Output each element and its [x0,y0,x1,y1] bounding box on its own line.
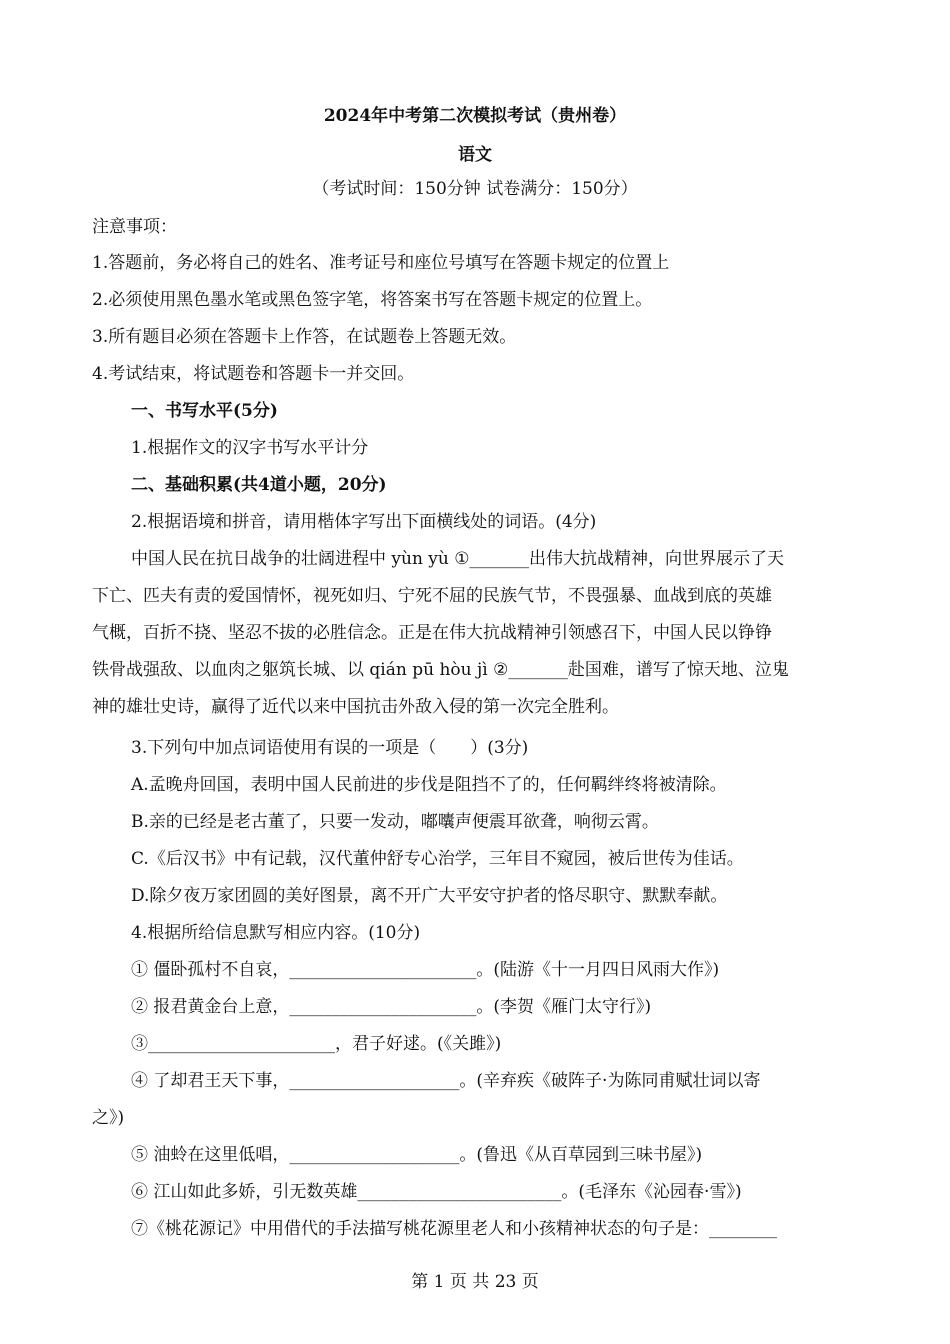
question-1: 1.根据作文的汉字书写水平计分 [131,438,369,458]
q4-item: ③______________________，君子好逑。(《关雎》) [131,1034,502,1054]
notice-heading: 注意事项： [92,217,177,237]
q4-item: ④ 了却君王天下事，____________________。(辛弃疾《破阵子·为陈同甫赋壮词以寄 [131,1071,761,1091]
notice-item: 3.所有题目必须在答题卡上作答，在试题卷上答题无效。 [92,327,517,347]
q4-item-continuation: 之》) [92,1108,125,1128]
section2-heading: 二、基础积累(共4道小题，20分) [131,475,387,495]
exam-info: （考试时间：150分钟 试卷满分：150分） [312,179,638,199]
q2-passage-line: 气概，百折不挠、坚忍不拔的必胜信念。正是在伟大抗战精神引领感召下，中国人民以铮铮 [92,623,772,643]
q3-option: B.亲的已经是老古董了，只要一发动，嘟囔声便震耳欲聋，响彻云霄。 [131,812,659,832]
section1-heading: 一、书写水平(5分) [131,401,278,421]
exam-title: 2024年中考第二次模拟考试（贵州卷） [323,106,627,126]
q2-passage-line: 中国人民在抗日战争的壮阔进程中 yùn yù ①_______出伟大抗战精神，向世界展示了天 [131,549,785,569]
q3-option: A.孟晚舟回国，表明中国人民前进的步伐是阻挡不了的，任何羁绊终将被清除。 [131,775,727,795]
q3-option: C.《后汉书》中有记载，汉代董仲舒专心治学，三年目不窥园，被后世传为佳话。 [131,849,744,869]
q3-option: D.除夕夜万家团圆的美好图景，离不开广大平安守护者的恪尽职守、默默奉献。 [131,886,728,906]
q4-item: ① 僵卧孤村不自哀，______________________。(陆游《十一月四日风雨大作》) [131,960,720,980]
notice-item: 4.考试结束，将试题卷和答题卡一并交回。 [92,364,415,384]
subject-title: 语文 [458,145,492,165]
q2-passage-line: 铁骨战强敌、以血肉之躯筑长城、以 qián pū hòu jì ②_______赴国难，谱写了惊天地、泣鬼 [92,660,789,680]
page-footer: 第 1 页 共 23 页 [411,1272,539,1292]
question-3-prompt: 3.下列句中加点词语使用有误的一项是（ ）(3分) [131,738,529,758]
q2-passage-line: 神的雄壮史诗，赢得了近代以来中国抗击外敌入侵的第一次完全胜利。 [92,697,619,717]
question-2-prompt: 2.根据语境和拼音，请用楷体字写出下面横线处的词语。(4分) [131,512,597,532]
q4-item: ⑤ 油蛉在这里低唱，____________________。(鲁迅《从百草园到三味书屋》) [131,1145,703,1165]
notice-item: 1.答题前，务必将自己的姓名、准考证号和座位号填写在答题卡规定的位置上 [92,253,670,273]
notice-item: 2.必须使用黑色墨水笔或黑色签字笔，将答案书写在答题卡规定的位置上。 [92,290,653,310]
q4-item: ⑦《桃花源记》中用借代的手法描写桃花源里老人和小孩精神状态的句子是：________ [131,1219,777,1239]
q4-item: ② 报君黄金台上意，______________________。(李贺《雁门太守行》) [131,997,652,1017]
q4-item: ⑥ 江山如此多娇，引无数英雄________________________。(毛泽东《沁园春·雪》) [131,1182,742,1202]
q2-passage-line: 下亡、匹夫有责的爱国情怀，视死如归、宁死不屈的民族气节，不畏强暴、血战到底的英雄 [92,586,772,606]
question-4-prompt: 4.根据所给信息默写相应内容。(10分) [131,923,421,943]
